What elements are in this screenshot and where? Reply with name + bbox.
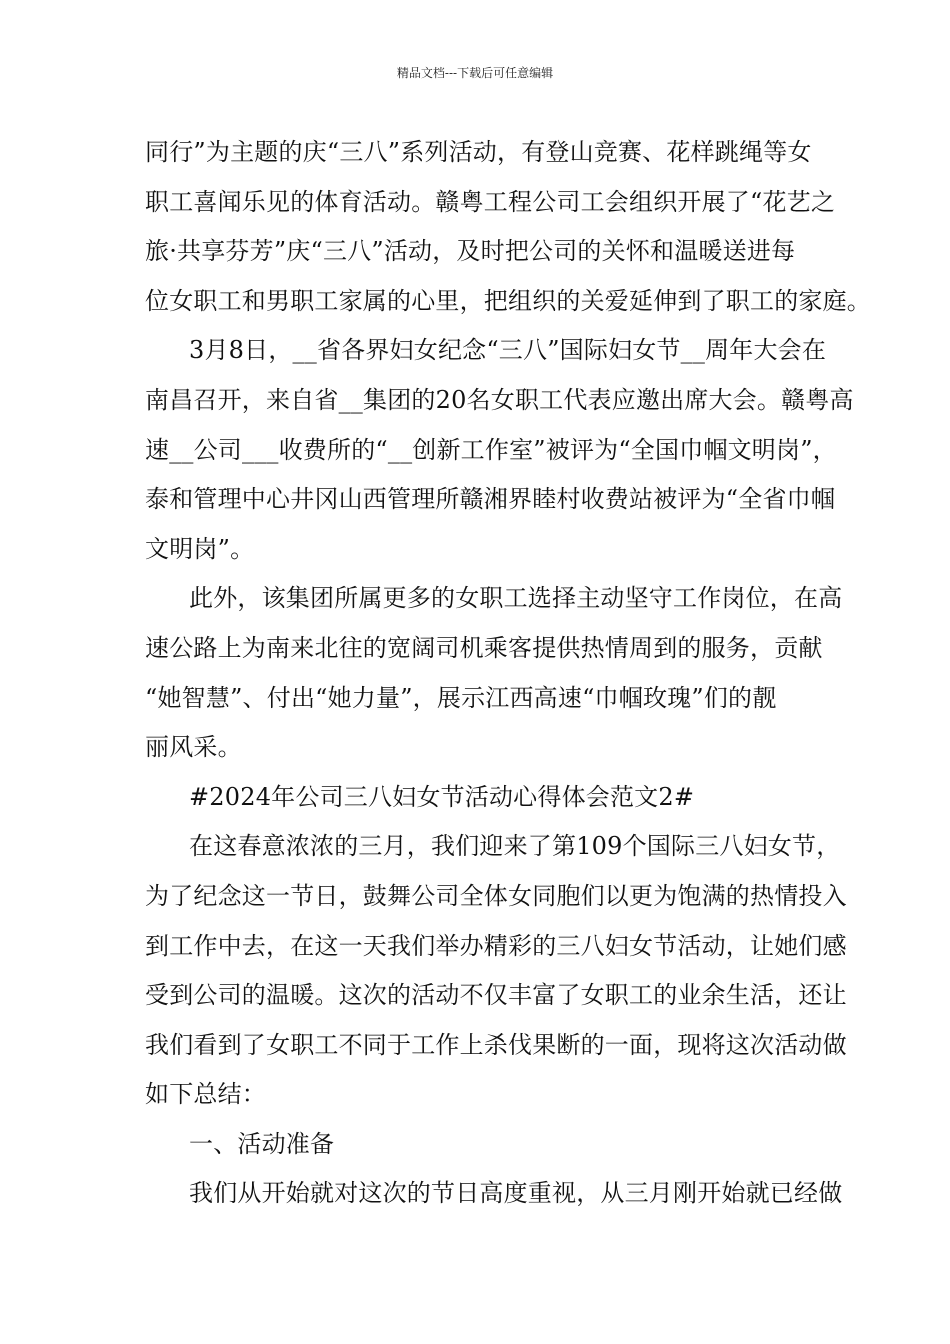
text-line: 我们从开始就对这次的节日高度重视，从三月刚开始就已经做 xyxy=(189,1179,843,1208)
page-header: 精品文档---下载后可任意编辑 xyxy=(396,66,554,80)
text-line: 速公路上为南来北往的宽阔司机乘客提供热情周到的服务，贡献 xyxy=(145,633,823,662)
text-line: 丽风采。 xyxy=(145,733,242,762)
text-line: 受到公司的温暖。这次的活动不仅丰富了女职工的业余生活，还让 xyxy=(145,981,847,1010)
text-line: 同行”为主题的庆“三八”系列活动，有登山竞赛、花样跳绳等女 xyxy=(145,138,812,166)
text-line: 如下总结： xyxy=(145,1080,266,1109)
text-line: 旅·共享芬芳”庆“三八”活动，及时把公司的关怀和温暖送进每 xyxy=(145,237,796,266)
text-line: 为了纪念这一节日，鼓舞公司全体女同胞们以更为饱满的热情投入 xyxy=(145,881,847,910)
text-line: 此外，该集团所属更多的女职工选择主动坚守工作岗位，在高 xyxy=(189,584,843,613)
text-line: 南昌召开，来自省__集团的20名女职工代表应邀出席大会。赣粤高 xyxy=(145,385,854,414)
section-heading: #2024年公司三八妇女节活动心得体会范文2# xyxy=(189,782,695,811)
text-line: 到工作中去，在这一天我们举办精彩的三八妇女节活动，让她们感 xyxy=(145,931,847,960)
text-line: 位女职工和男职工家属的心里，把组织的关爱延伸到了职工的家庭。 xyxy=(145,286,871,315)
text-line: 文明岗”。 xyxy=(145,534,255,563)
text-line: “她智慧”、付出“她力量”，展示江西高速“巾帼玫瑰”们的靓 xyxy=(145,683,777,712)
subsection-heading: 一、活动准备 xyxy=(189,1129,335,1158)
document-body xyxy=(145,128,871,1219)
text-line: 在这春意浓浓的三月，我们迎来了第109个国际三八妇女节， xyxy=(189,832,841,861)
text-line: 职工喜闻乐见的体育活动。赣粤工程公司工会组织开展了“花艺之 xyxy=(145,187,836,216)
text-line: 泰和管理中心井冈山西管理所赣湘界睦村收费站被评为“全省巾帼 xyxy=(145,485,836,514)
text-line: 3月8日，__省各界妇女纪念“三八”国际妇女节__周年大会在 xyxy=(189,336,827,365)
text-line: 速__公司___收费所的“__创新工作室”被评为“全国巾帼文明岗”， xyxy=(145,435,837,464)
text-line: 我们看到了女职工不同于工作上杀伐果断的一面，现将这次活动做 xyxy=(145,1030,847,1059)
